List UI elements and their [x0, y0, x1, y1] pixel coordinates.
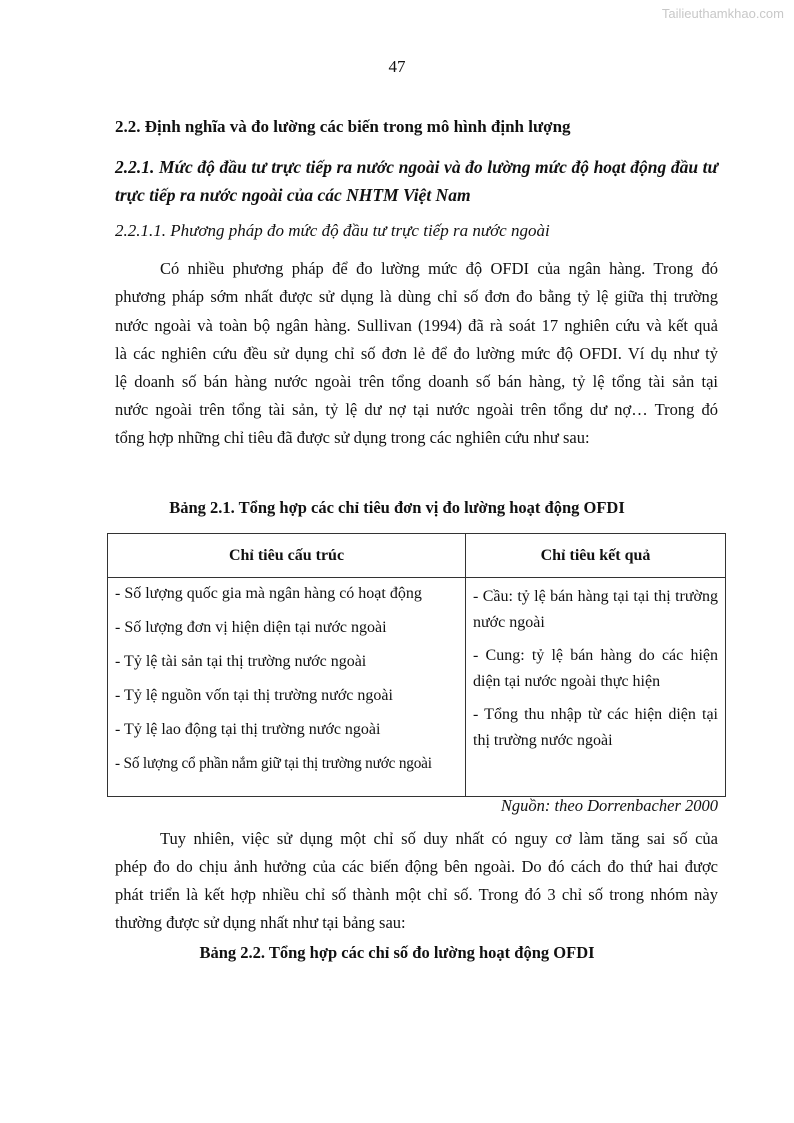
- watermark: Tailieuthamkhao.com: [661, 6, 784, 21]
- paragraph-line: thường được sử dụng nhất như tại bảng sau:: [115, 913, 406, 932]
- paragraph-line: phương pháp sớm nhất được sử dụng là dùng chỉ số đơn đo bằng tỷ lệ giữa thị trường: [115, 287, 718, 306]
- paragraph-line: tổng hợp những chỉ tiêu đã được sử dụng trong các nghiên cứu như sau:: [115, 428, 590, 447]
- paragraph-line: Có nhiều phương pháp để đo lường mức độ OFDI của ngân hàng. Trong đó: [160, 259, 718, 278]
- list-item: - Số lượng quốc gia mà ngân hàng có hoạt động: [115, 585, 422, 602]
- list-item: - Tổng thu nhập từ các hiện diện tại thị trường nước ngoài: [473, 706, 718, 749]
- paragraph-line: phát triển là kết hợp nhiều chỉ số thành một chỉ số. Trong đó 3 chỉ số trong nhóm này: [115, 885, 718, 904]
- paragraph-line: phép đo do chịu ảnh hưởng của các biến động bên ngoài. Do đó cách đo thứ hai được: [115, 857, 718, 876]
- paragraph-line: nước ngoài trên tổng tài sản, tỷ lệ dư nợ tại nước ngoài trên tổng dư nợ… Trong đó: [115, 400, 718, 419]
- indicator-table: [107, 533, 726, 797]
- list-item: - Tỷ lệ tài sản tại thị trường nước ngoài: [115, 653, 367, 670]
- subsection-heading: 2.2.1. Mức độ đầu tư trực tiếp ra nước ngoài và đo lường mức độ hoạt động đầu tư trực tiếp ra nước ngoài của các NHTM Việt Nam: [115, 157, 718, 205]
- list-item: - Tỷ lệ lao động tại thị trường nước ngoài: [115, 721, 381, 738]
- structural-indicators-cell: [108, 578, 466, 797]
- list-item: - Tỷ lệ nguồn vốn tại thị trường nước ngoài: [115, 687, 393, 704]
- table-caption: Bảng 2.1. Tổng hợp các chỉ tiêu đơn vị đo lường hoạt động OFDI: [169, 498, 625, 517]
- list-item: - Cầu: tỷ lệ bán hàng tại tại thị trường nước ngoài: [473, 588, 718, 631]
- table-source: Nguồn: theo Dorrenbacher 2000: [500, 796, 718, 815]
- section-heading: 2.2. Định nghĩa và đo lường các biến trong mô hình định lượng: [115, 117, 571, 136]
- column-header: Chỉ tiêu kết quả: [466, 534, 726, 578]
- list-item: - Số lượng đơn vị hiện diện tại nước ngoài: [115, 619, 387, 636]
- paragraph-line: là các nghiên cứu đều sử dụng chỉ số đơn lẻ để đo lường mức độ OFDI. Ví dụ như tỷ: [115, 344, 718, 363]
- paragraph-line: nước ngoài và toàn bộ ngân hàng. Sullivan (1994) đã rà soát 17 nghiên cứu và kết quả: [115, 316, 718, 335]
- list-item: - Số lượng cổ phần nắm giữ tại thị trường nước ngoài: [115, 755, 432, 772]
- column-header: Chỉ tiêu cấu trúc: [108, 534, 466, 578]
- page-number: 47: [388, 57, 406, 76]
- list-item: - Cung: tỷ lệ bán hàng do các hiện diện tại nước ngoài thực hiện: [473, 647, 718, 690]
- table-caption: Bảng 2.2. Tổng hợp các chỉ số đo lường hoạt động OFDI: [199, 943, 595, 962]
- subsubsection-heading: 2.2.1.1. Phương pháp đo mức độ đầu tư trực tiếp ra nước ngoài: [115, 221, 550, 240]
- paragraph-line: Tuy nhiên, việc sử dụng một chỉ số duy nhất có nguy cơ làm tăng sai số của: [160, 829, 718, 848]
- paragraph-line: lệ doanh số bán hàng nước ngoài trên tổng doanh số bán hàng, tỷ lệ tổng tài sản tại: [115, 372, 718, 391]
- result-indicators-cell: [466, 578, 726, 797]
